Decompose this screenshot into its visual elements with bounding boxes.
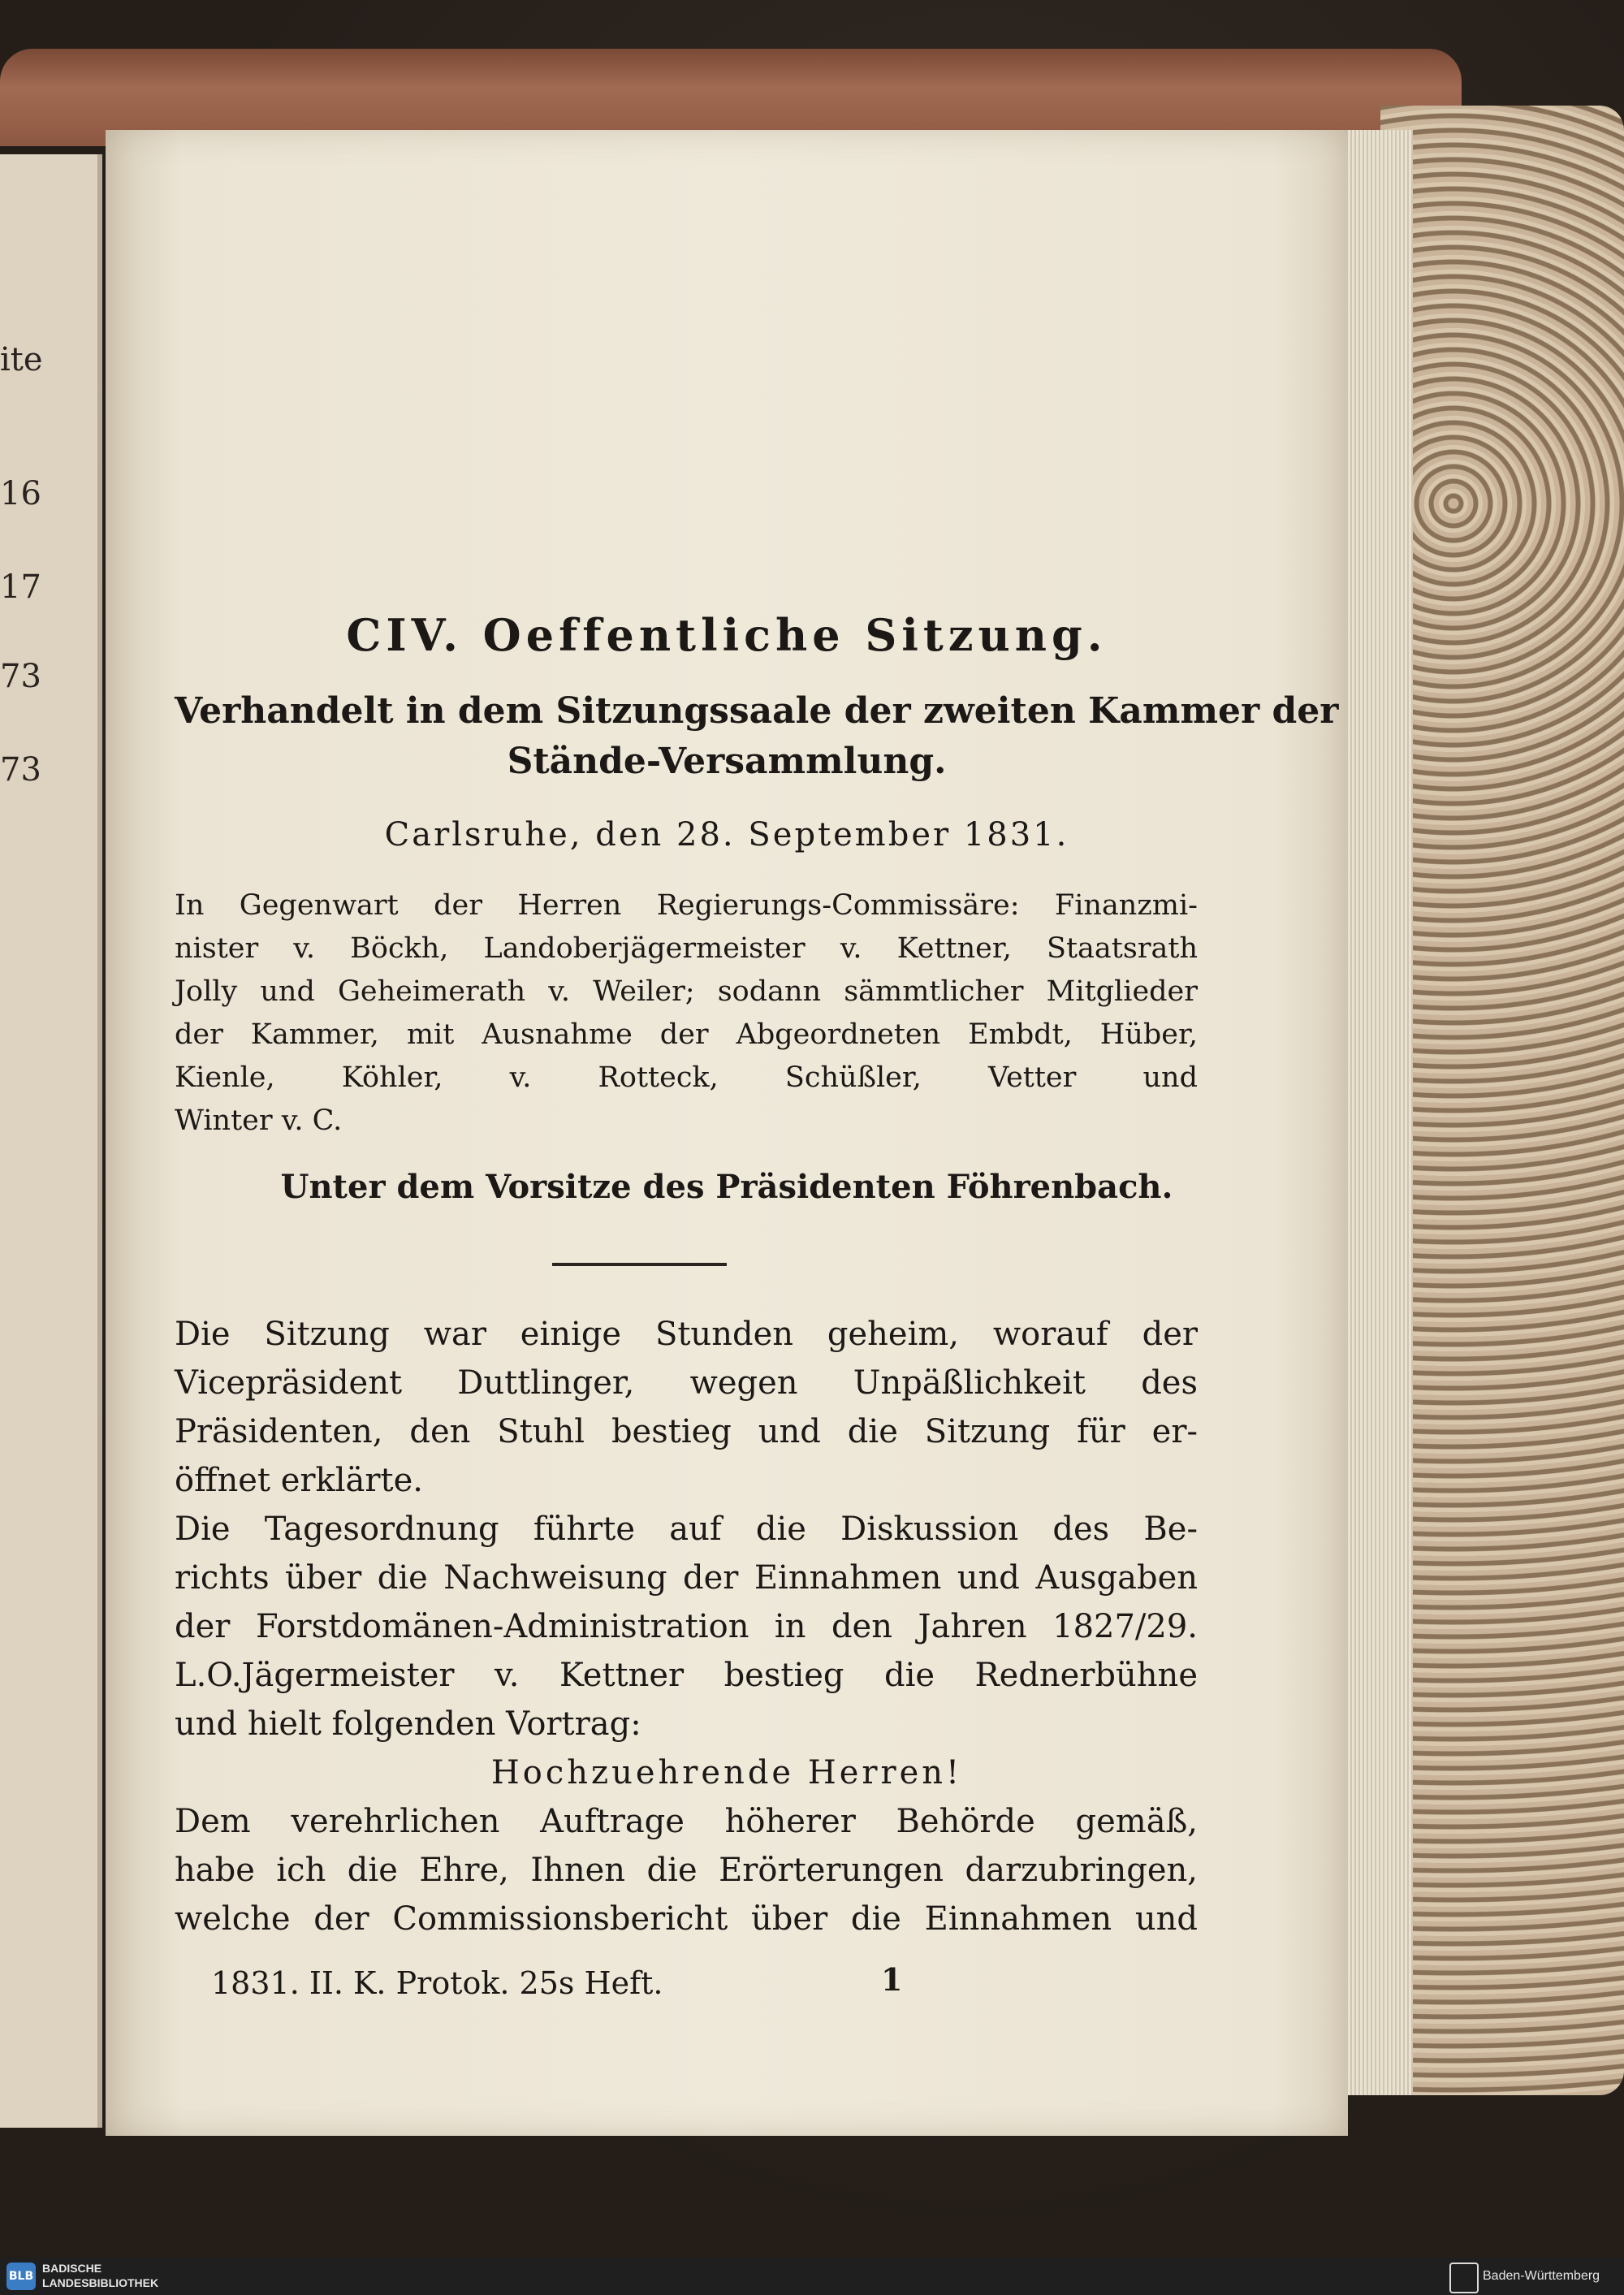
attendance-line: nister v. Böckh, Landoberjägermeister v. Kettner, Staatsrath (175, 932, 1198, 965)
margin-number: 16 (0, 475, 41, 512)
page-stack-edge (1340, 130, 1413, 2095)
body-line: welche der Commissionsbericht über die Einnahmen und (175, 1900, 1198, 1938)
body-line: Dem verehrlichen Auftrage höherer Behörde gemäß, (175, 1803, 1198, 1840)
date-line: Carlsruhe, den 28. September 1831. (384, 816, 1069, 854)
subheading-line: Verhandelt in dem Sitzungssaale der zweiten Kammer der (175, 690, 1339, 732)
body-line: öffnet erklärte. (175, 1462, 423, 1499)
sheet-number: 1 (881, 1961, 903, 1998)
body-line: L.O.Jägermeister v. Kettner bestieg die Rednerbühne (175, 1657, 1198, 1694)
library-name (42, 2261, 158, 2290)
attendance-line: Jolly und Geheimerath v. Weiler; sodann sämmtlicher Mitglieder (175, 975, 1198, 1008)
body-line: Vicepräsident Duttlinger, wegen Unpäßlichkeit des (175, 1364, 1198, 1402)
salutation-line: Hochzuehrende Herren! (490, 1754, 963, 1791)
state-name: Baden-Württemberg (1483, 2269, 1600, 2283)
printer-signature: 1831. II. K. Protok. 25s Heft. (211, 1965, 663, 2001)
margin-number: ite (0, 341, 43, 378)
blb-logo: BLB (6, 2263, 36, 2290)
section-divider (552, 1263, 727, 1266)
attendance-line: Winter v. C. (175, 1104, 343, 1137)
body-line: der Forstdomänen-Administration in den Jahren 1827/29. (175, 1608, 1198, 1645)
margin-number: 17 (0, 568, 41, 606)
margin-number: 73 (0, 751, 41, 789)
attendance-line: der Kammer, mit Ausnahme der Abgeordneten Embdt, Hüber, (175, 1018, 1198, 1051)
left-page-fragment (0, 154, 102, 2128)
margin-number: 73 (0, 658, 41, 695)
library-name-line: BADISCHE (42, 2262, 102, 2275)
coat-of-arms-icon (1449, 2263, 1479, 2293)
book-page (106, 130, 1348, 2136)
marbled-cover-edge (1380, 106, 1624, 2095)
attendance-line: In Gegenwart der Herren Regierungs-Commissäre: Finanzmi- (175, 889, 1198, 922)
body-line: und hielt folgenden Vortrag: (175, 1705, 641, 1743)
body-line: Präsidenten, den Stuhl bestieg und die Sitzung für er- (175, 1413, 1198, 1450)
session-heading: CIV. Oeffentliche Sitzung. (346, 609, 1108, 661)
body-line: Die Tagesordnung führte auf die Diskussion des Be- (175, 1511, 1198, 1548)
attendance-line: Kienle, Köhler, v. Rotteck, Schüßler, Vetter und (175, 1061, 1198, 1094)
body-line: Die Sitzung war einige Stunden geheim, worauf der (175, 1316, 1198, 1353)
library-name-line: LANDESBIBLIOTHEK (42, 2276, 159, 2289)
body-line: habe ich die Ehre, Ihnen die Erörterungen darzubringen, (175, 1852, 1198, 1889)
body-line: richts über die Nachweisung der Einnahmen und Ausgaben (175, 1559, 1198, 1597)
footer-bar (0, 2258, 1624, 2295)
subheading-line: Stände-Versammlung. (507, 741, 947, 782)
chair-line: Unter dem Vorsitze des Präsidenten Föhrenbach. (280, 1168, 1173, 1206)
